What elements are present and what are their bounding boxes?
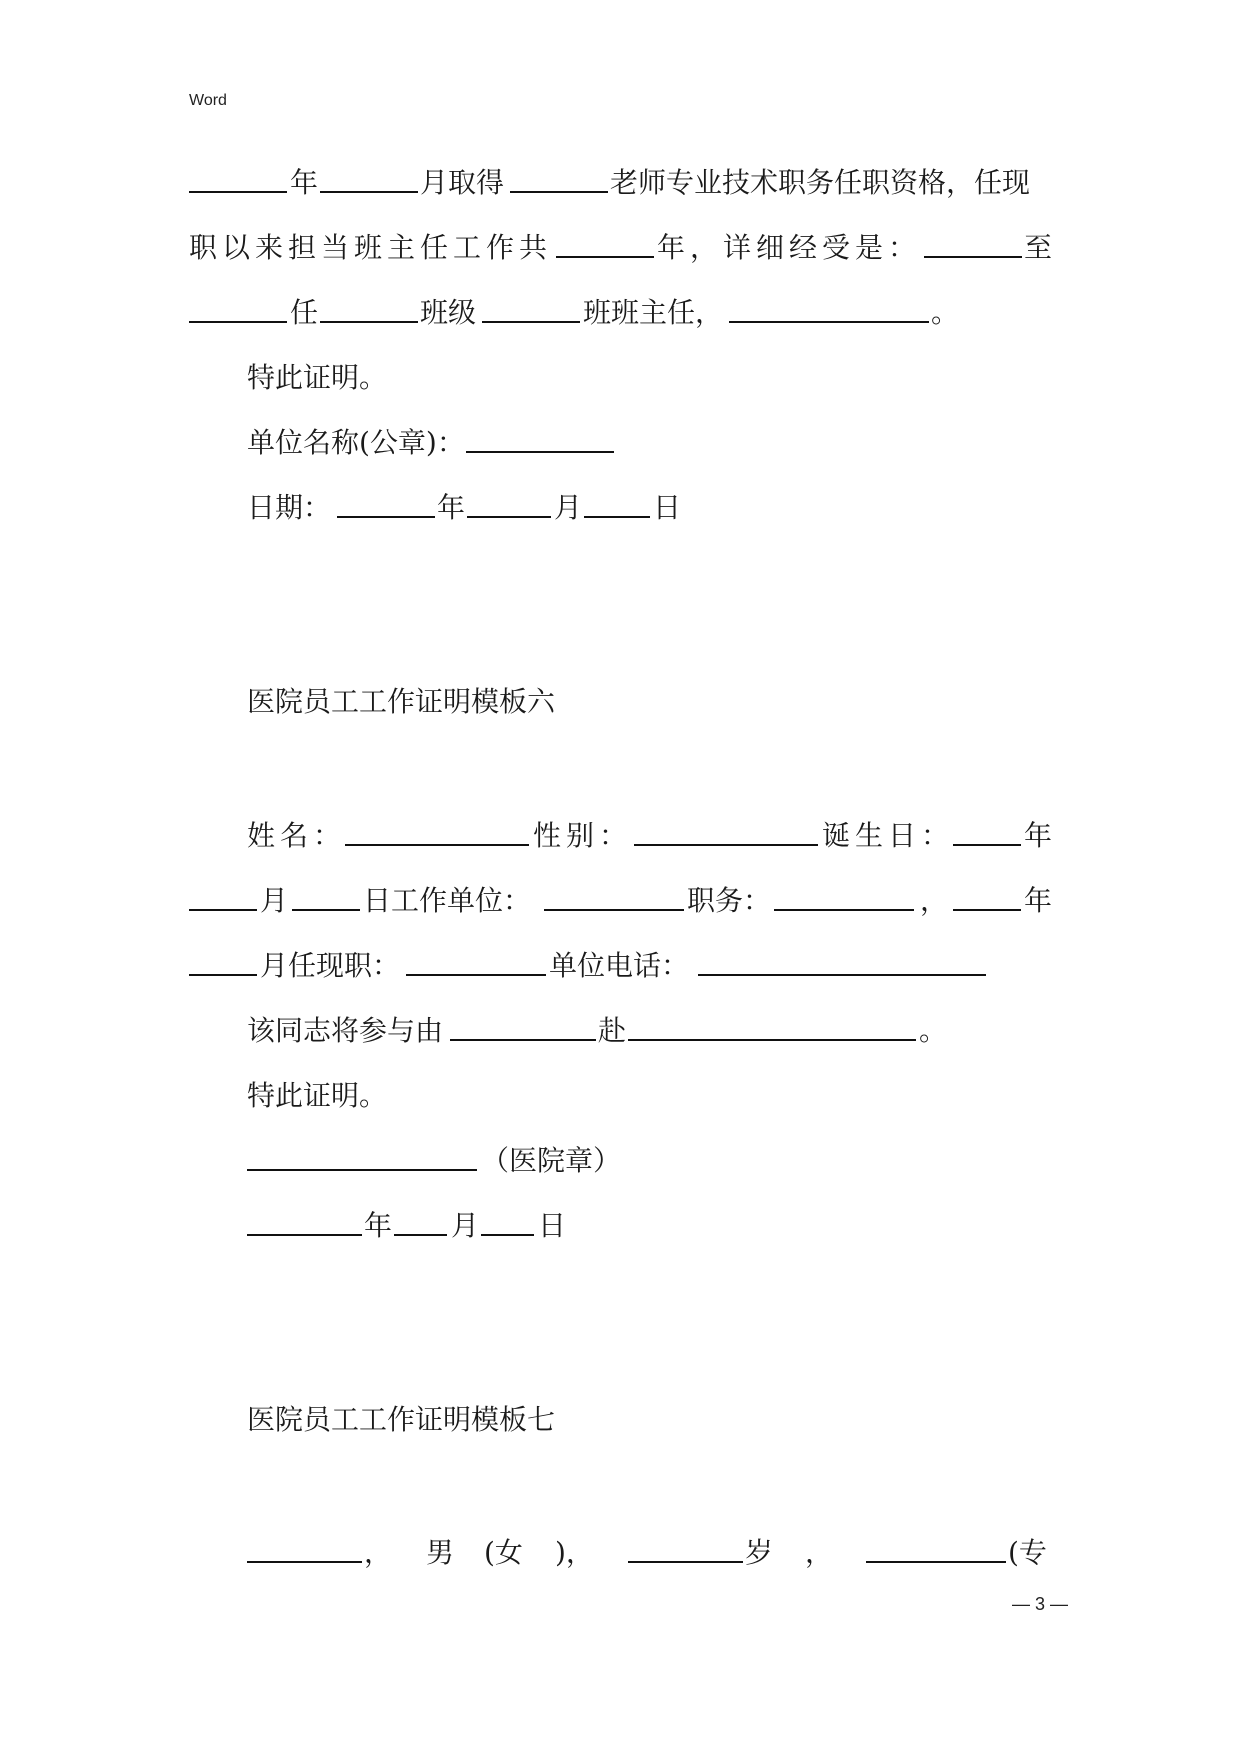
text-segment: )， xyxy=(555,1536,594,1569)
text-segment: 班班主任， xyxy=(583,296,724,329)
text-segment: 职务： xyxy=(687,884,772,917)
blank-field xyxy=(698,946,986,976)
text-segment: 年 xyxy=(1024,819,1053,852)
text-segment: 性别： xyxy=(533,819,633,852)
blank-field xyxy=(320,163,418,193)
page-number: — 3 — xyxy=(1012,1594,1069,1614)
paragraph-line xyxy=(0,228,1240,268)
blank-field xyxy=(247,1141,477,1171)
text-segment: 岁 xyxy=(745,1536,774,1569)
blank-field xyxy=(953,816,1021,846)
blank-field xyxy=(292,881,360,911)
blank-field xyxy=(481,1206,534,1236)
text-segment: (专 xyxy=(1008,1536,1047,1569)
text-segment: 月任现职： xyxy=(260,949,401,982)
blank-field xyxy=(406,946,546,976)
blank-field xyxy=(247,1533,362,1563)
paragraph-line xyxy=(0,1076,1240,1116)
text-segment: 男 xyxy=(426,1536,455,1569)
section-title: 医院员工工作证明模板六 xyxy=(247,685,556,718)
paragraph-line xyxy=(0,163,1240,203)
text-segment: 单位电话： xyxy=(549,949,690,982)
text-segment: 日 xyxy=(538,1209,567,1242)
blank-field xyxy=(450,1011,596,1041)
text-segment: 日 xyxy=(653,491,682,524)
blank-field xyxy=(189,946,257,976)
text-segment: 班级 xyxy=(420,296,477,329)
paragraph-line xyxy=(0,293,1240,333)
section-heading xyxy=(0,1400,1240,1440)
text-segment: 单位名称(公章)： xyxy=(247,426,465,459)
paragraph-line xyxy=(0,1141,1240,1181)
blank-field xyxy=(556,228,654,258)
section-heading xyxy=(0,682,1240,722)
text-segment: 年 xyxy=(290,166,319,199)
blank-field xyxy=(774,881,914,911)
blank-field xyxy=(320,293,418,323)
paragraph-line xyxy=(0,1011,1240,1051)
blank-field xyxy=(953,881,1021,911)
text-segment: 月 xyxy=(260,884,289,917)
text-segment: 该同志将参与由 xyxy=(247,1014,444,1047)
blank-field xyxy=(924,228,1022,258)
blank-field xyxy=(467,488,551,518)
blank-field xyxy=(345,816,529,846)
text-segment: 。 xyxy=(931,296,960,329)
text-segment: 年 xyxy=(1024,884,1053,917)
blank-field xyxy=(482,293,580,323)
text-segment: 年，详细经受是： xyxy=(657,231,922,264)
paragraph-line xyxy=(0,816,1240,856)
blank-field xyxy=(628,1011,916,1041)
blank-field xyxy=(510,163,608,193)
paragraph-line xyxy=(0,488,1240,528)
text-segment: 月 xyxy=(451,1209,480,1242)
blank-field xyxy=(544,881,684,911)
text-segment: 任 xyxy=(290,296,319,329)
text-segment: 日工作单位： xyxy=(363,884,532,917)
blank-field xyxy=(337,488,435,518)
blank-field xyxy=(189,293,287,323)
text-segment: 至 xyxy=(1024,231,1053,264)
section-title: 医院员工工作证明模板七 xyxy=(247,1403,556,1436)
blank-field xyxy=(584,488,650,518)
blank-field xyxy=(189,163,287,193)
blank-field xyxy=(634,816,818,846)
paragraph-line xyxy=(0,423,1240,463)
text-segment: 老师专业技术职务任职资格，任现 xyxy=(610,166,1031,199)
blank-field xyxy=(189,881,257,911)
text-segment: 年 xyxy=(437,491,466,524)
blank-field xyxy=(866,1533,1006,1563)
text-segment: 日期： xyxy=(247,491,332,524)
text-segment: 年 xyxy=(364,1209,393,1242)
paragraph-line xyxy=(0,1533,1240,1573)
blank-field xyxy=(247,1206,362,1236)
paragraph-line xyxy=(0,358,1240,398)
paragraph-line xyxy=(0,1206,1240,1246)
text-segment: ， xyxy=(805,1536,834,1569)
text-segment: 特此证明。 xyxy=(247,1079,388,1112)
blank-field xyxy=(628,1533,743,1563)
text-segment: 姓名： xyxy=(247,819,347,852)
paragraph-line xyxy=(0,881,1240,921)
text-segment: ， xyxy=(364,1536,393,1569)
text-segment: 月取得 xyxy=(420,166,505,199)
text-segment: 诞生日： xyxy=(822,819,955,852)
blank-field xyxy=(394,1206,447,1236)
text-segment: 。 xyxy=(919,1014,948,1047)
blank-field xyxy=(729,293,929,323)
blank-field xyxy=(466,423,614,453)
hospital-seal-label: （医院章） xyxy=(481,1144,622,1177)
text-segment: 职以来担当班主任工作共 xyxy=(189,231,553,264)
text-segment: ， xyxy=(920,884,949,917)
text-segment: 特此证明。 xyxy=(247,361,388,394)
text-segment: 月 xyxy=(554,491,583,524)
document-header-label: Word xyxy=(189,92,227,109)
paragraph-line xyxy=(0,946,1240,986)
text-segment: 赴 xyxy=(598,1014,627,1047)
text-segment: (女 xyxy=(484,1536,523,1569)
